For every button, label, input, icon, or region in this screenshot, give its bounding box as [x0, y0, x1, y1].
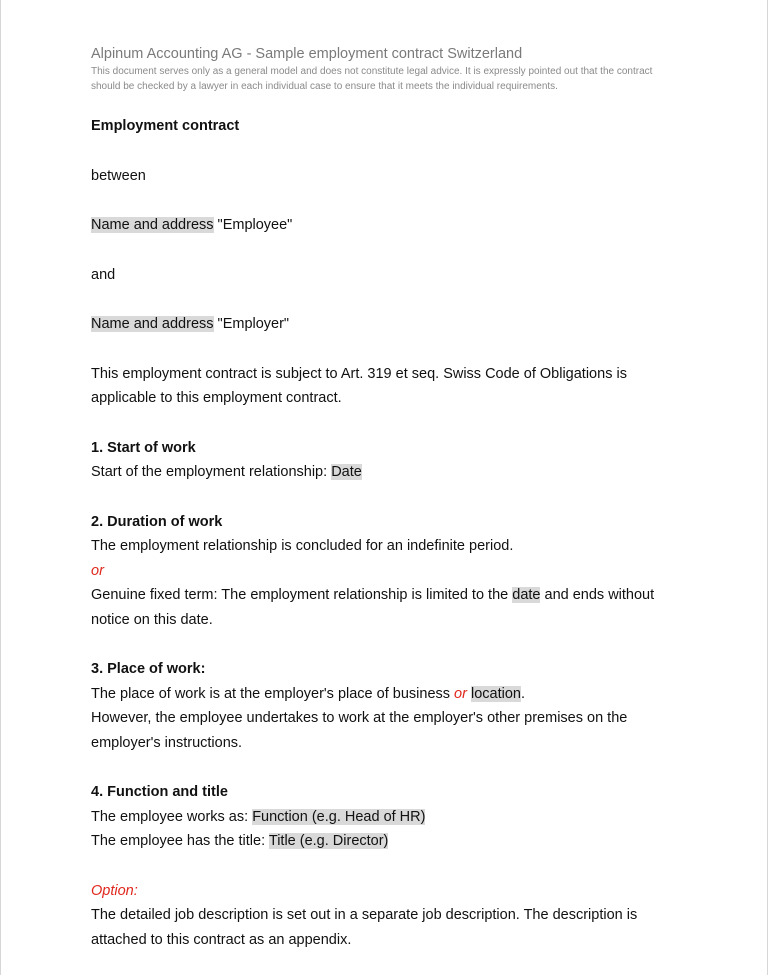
option-text: The detailed job description is set out in a separate job description. The description is attached to this contract as an appendix. — [91, 907, 638, 948]
title-label: The employee has the title: — [91, 833, 269, 849]
between-text: between — [91, 167, 146, 184]
document-title: Employment contract — [91, 118, 240, 134]
section-4-function — [91, 805, 691, 830]
function-placeholder[interactable]: Function (e.g. Head of HR) — [252, 808, 426, 825]
header-title: Alpinum Accounting AG - Sample employment contract Switzerland — [91, 46, 523, 62]
header-disclaimer: This document serves only as a general model and does not constitute legal advice. It is expressly pointed out that the contract should be checked by a lawyer in each individual case to ensure that it meets the individual requirements. — [91, 66, 653, 92]
employee-role: "Employee" — [213, 217, 293, 233]
section-3-place — [91, 682, 691, 707]
fixed-term-text-a: Genuine fixed term: The employment relationship is limited to the — [91, 587, 513, 603]
function-label: The employee works as: — [91, 808, 253, 825]
section-2-fixed-term — [91, 583, 691, 632]
section-2-indefinite: The employment relationship is concluded for an indefinite period. — [91, 538, 514, 554]
and-text: and — [91, 266, 116, 283]
intro-paragraph: This employment contract is subject to Art. 319 et seq. Swiss Code of Obligations is applicable to this employment contract. — [91, 365, 627, 406]
section-1-text — [91, 460, 691, 485]
option-label: Option: — [91, 882, 138, 899]
start-date-placeholder[interactable]: Date — [331, 464, 362, 480]
place-or: or — [454, 685, 467, 702]
section-4-heading: 4. Function and title — [91, 784, 228, 800]
section-3-heading: 3. Place of work: — [91, 661, 206, 677]
employee-name-placeholder[interactable]: Name and address — [91, 217, 214, 233]
page-edge-left — [0, 0, 1, 975]
place-text-b: . — [520, 685, 525, 702]
section-2-heading: 2. Duration of work — [91, 513, 223, 530]
party-employer — [91, 312, 691, 337]
section-3-other-premises: However, the employee undertakes to work at the employer's other premises on the employer's instructions. — [91, 710, 628, 751]
party-employee — [91, 213, 691, 238]
place-text-a: The place of work is at the employer's place of business — [91, 685, 455, 702]
fixed-term-text-b: and ends without notice on this date. — [91, 587, 655, 628]
section-1-heading: 1. Start of work — [91, 439, 196, 456]
document-page — [91, 44, 691, 952]
end-date-placeholder[interactable]: date — [512, 587, 541, 603]
title-placeholder[interactable]: Title (e.g. Director) — [268, 833, 389, 849]
section-4-title — [91, 829, 691, 854]
employer-name-placeholder[interactable]: Name and address — [91, 316, 214, 332]
location-placeholder[interactable]: location — [470, 685, 521, 702]
employer-role: "Employer" — [213, 316, 290, 332]
start-label: Start of the employment relationship: — [91, 464, 332, 480]
section-2-or: or — [91, 562, 104, 579]
